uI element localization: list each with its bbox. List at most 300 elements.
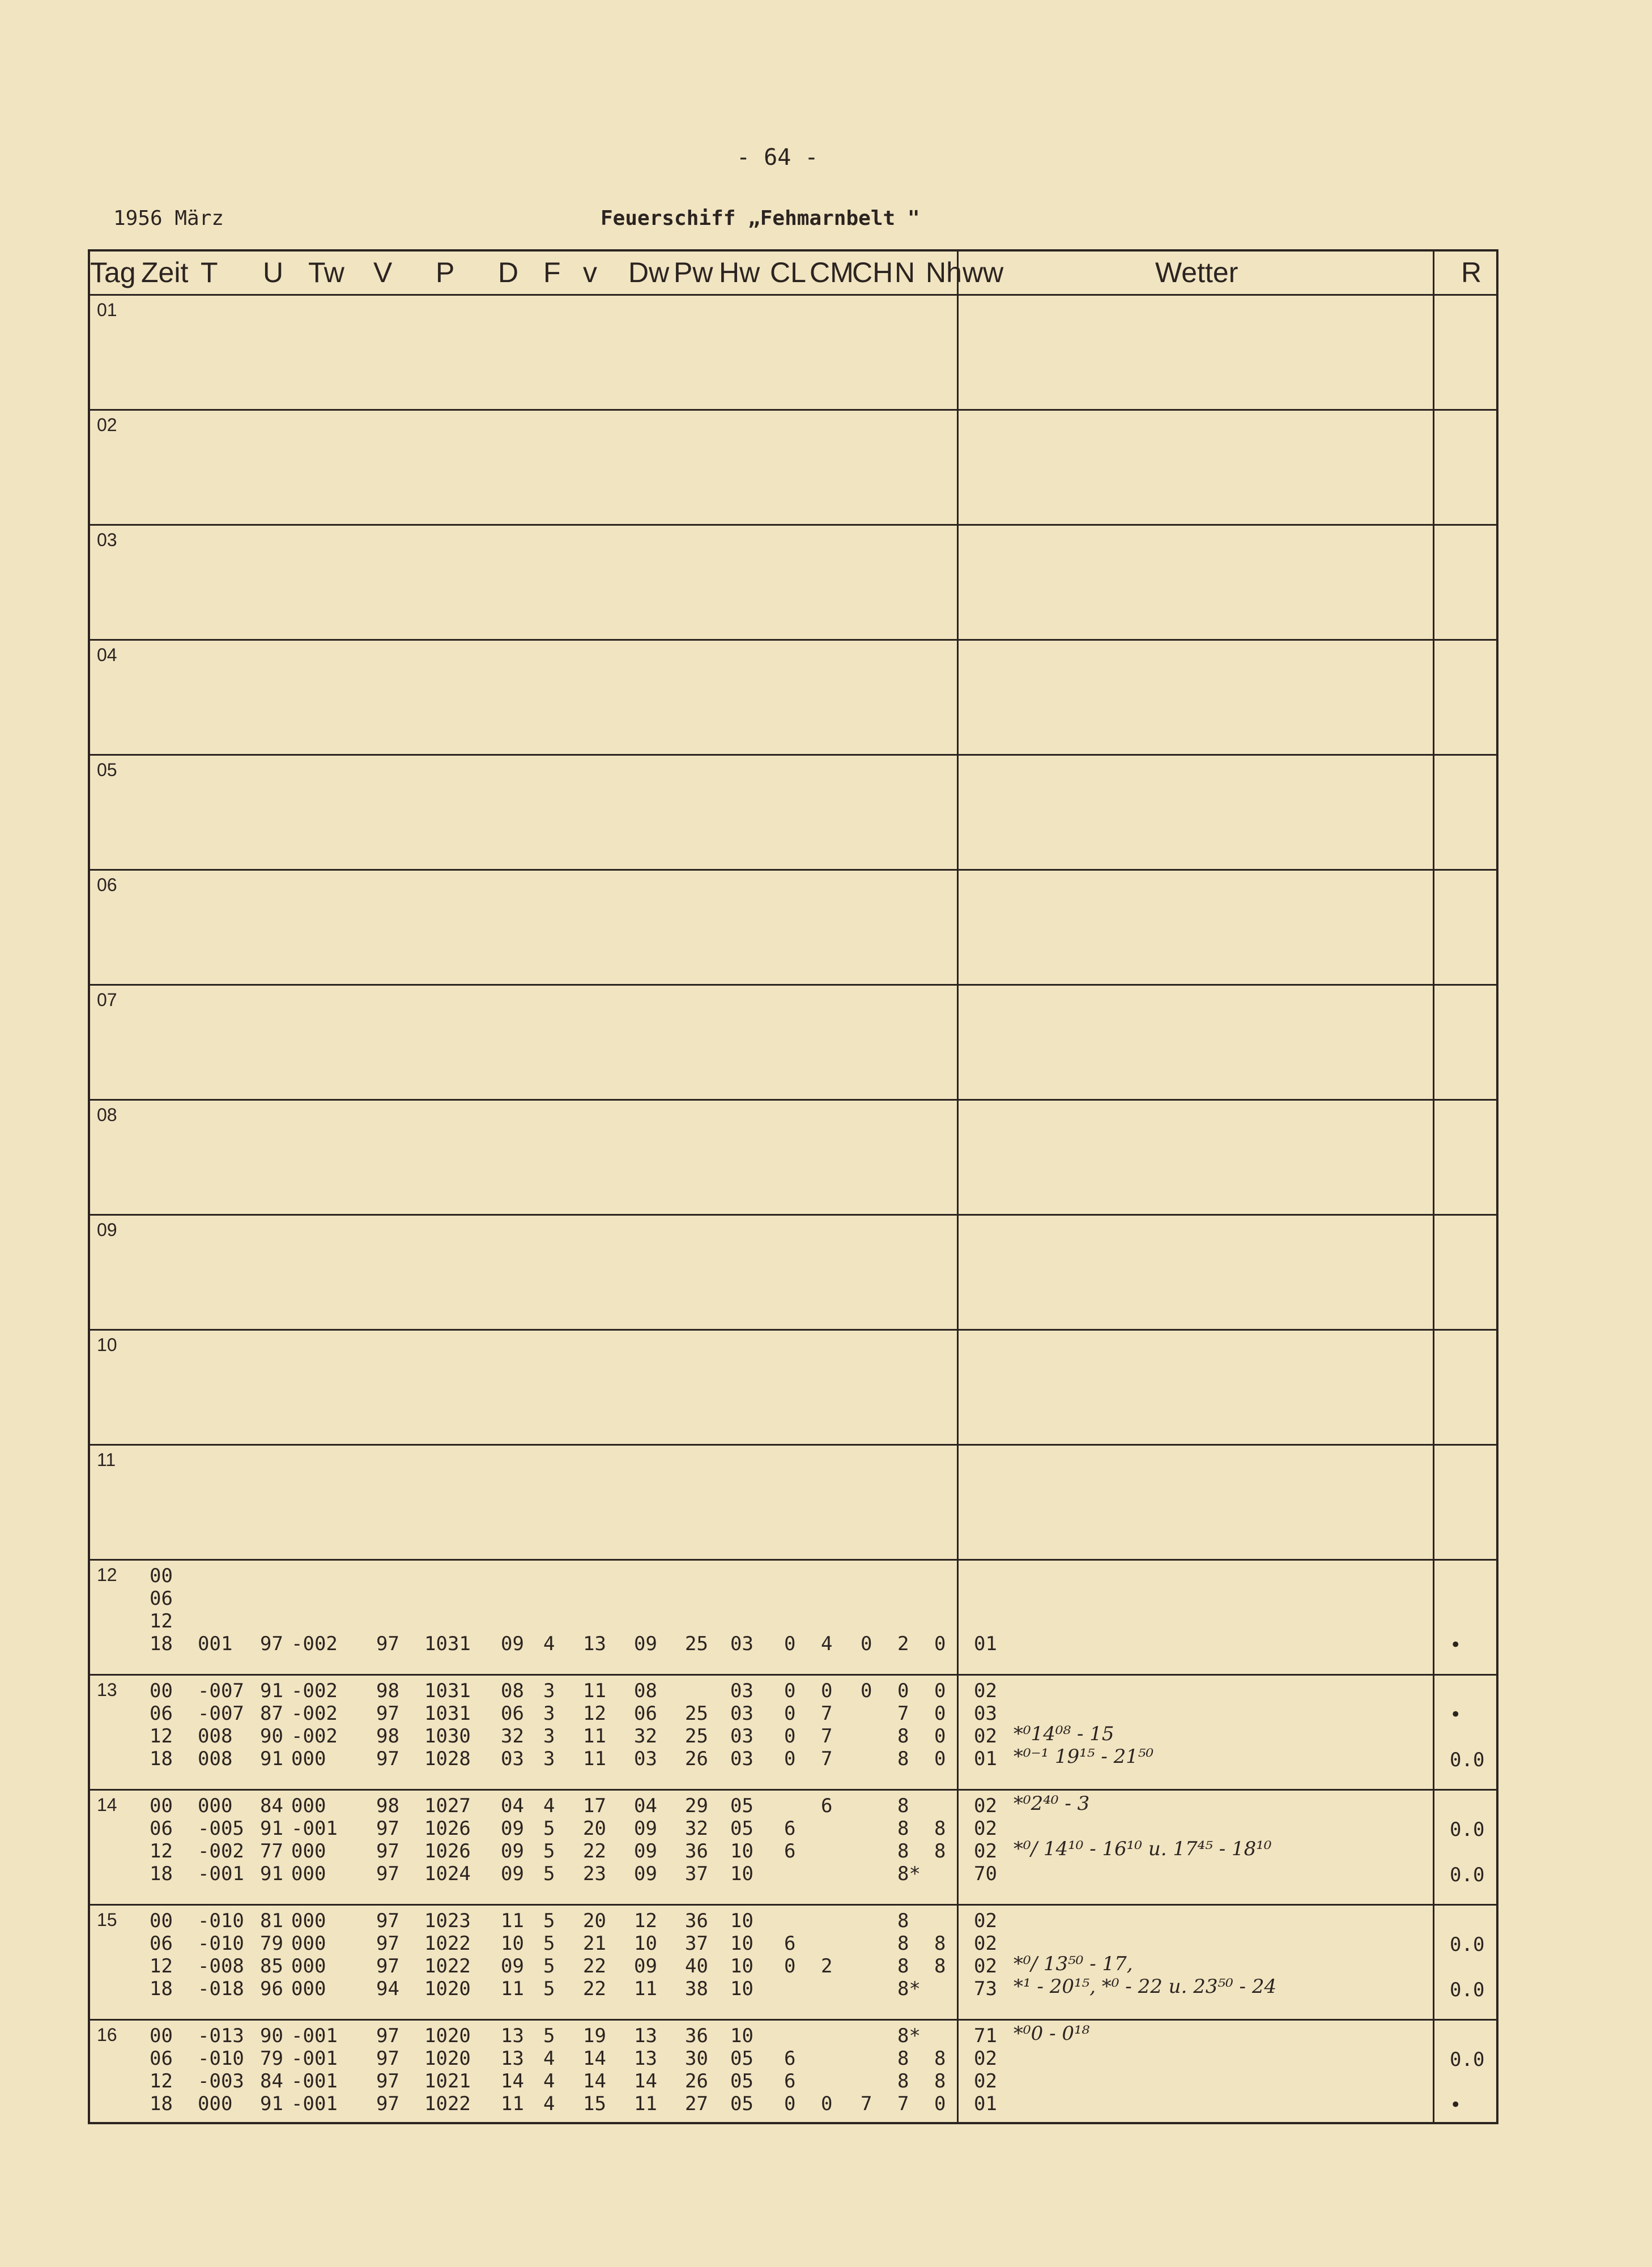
cell-zeit: 00 [150, 2025, 173, 2047]
cell-d: 09 [501, 1817, 524, 1840]
cell-u: 97 [260, 1633, 283, 1655]
cell-p: 1028 [424, 1748, 471, 1770]
cell-v: 97 [376, 1910, 399, 1932]
header-title: Feuerschiff „Fehmarnbelt " [601, 207, 920, 230]
cell-tw: -001 [291, 2025, 338, 2047]
cell-u: 85 [260, 1955, 283, 1978]
cell-pw: 26 [685, 2070, 708, 2093]
cell-nh: 8 [934, 1817, 946, 1840]
cell-u: 84 [260, 1795, 283, 1817]
wetter-note: *⁰2⁴⁰ - 3 [1014, 1792, 1090, 1815]
cell-tw: -001 [291, 2047, 338, 2070]
cell-v: 14 [583, 2070, 606, 2093]
cell-f: 5 [543, 1910, 555, 1932]
cell-pw: 36 [685, 2025, 708, 2047]
cell-v: 97 [376, 1863, 399, 1885]
wetter-note: *⁰/ 14¹⁰ - 16¹⁰ u. 17⁴⁵ - 18¹⁰ [1014, 1838, 1272, 1860]
column-header: T [201, 257, 218, 288]
observation-row [90, 1840, 997, 1863]
r-value: 0.0 [1450, 1749, 1485, 1771]
cell-zeit: 06 [150, 2047, 173, 2070]
cell-pw: 40 [685, 1955, 708, 1978]
cell-tw: 000 [291, 1795, 326, 1817]
column-header: Tag [90, 257, 136, 288]
column-header: CL [770, 257, 806, 288]
cell-tw: 000 [291, 1863, 326, 1885]
cell-v: 20 [583, 1910, 606, 1932]
cell-f: 3 [543, 1725, 555, 1748]
cell-ww: 02 [974, 1840, 997, 1863]
cell-ch: 0 [861, 1633, 872, 1655]
cell-p: 1022 [424, 2093, 471, 2115]
observation-row [90, 1610, 957, 1633]
cell-dw: 09 [634, 1863, 657, 1885]
column-header: CH [852, 257, 893, 288]
cell-dw: 11 [634, 1978, 657, 2000]
cell-n: 8 [897, 1725, 909, 1748]
column-header: Zeit [141, 257, 189, 288]
observation-row [90, 2093, 997, 2115]
day-label: 15 [97, 1910, 117, 1930]
cell-t: -008 [198, 1955, 244, 1978]
cell-d: 03 [501, 1748, 524, 1770]
day-label: 10 [97, 1335, 117, 1355]
cell-ww: 70 [974, 1863, 997, 1885]
cell-ww: 01 [974, 1633, 997, 1655]
ww-column-divider [957, 252, 959, 2122]
day-label: 16 [97, 2025, 117, 2045]
cell-dw: 08 [634, 1680, 657, 1702]
cell-pw: 29 [685, 1795, 708, 1817]
cell-hw: 05 [730, 2047, 753, 2070]
cell-nh: 0 [934, 1702, 946, 1725]
observation-row [90, 2070, 997, 2093]
cell-v: 98 [376, 1725, 399, 1748]
cell-v: 11 [583, 1748, 606, 1770]
column-header: Wetter [1155, 257, 1238, 288]
cell-ww: 73 [974, 1978, 997, 2000]
cell-zeit: 12 [150, 1840, 173, 1863]
cell-zeit: 12 [150, 1610, 173, 1633]
cell-v: 15 [583, 2093, 606, 2115]
wetter-note: *⁰/ 13⁵⁰ - 17, [1014, 1953, 1133, 1975]
cell-p: 1020 [424, 1978, 471, 2000]
cell-v: 97 [376, 2047, 399, 2070]
day-divider [90, 1444, 1496, 1446]
cell-t: -007 [198, 1702, 244, 1725]
observation-row [90, 1680, 997, 1702]
cell-pw: 25 [685, 1725, 708, 1748]
cell-n: 8 [897, 2047, 909, 2070]
cell-v: 17 [583, 1795, 606, 1817]
cell-dw: 32 [634, 1725, 657, 1748]
cell-u: 77 [260, 1840, 283, 1863]
cell-t: -002 [198, 1840, 244, 1863]
cell-zeit: 06 [150, 1817, 173, 1840]
cell-ww: 02 [974, 2047, 997, 2070]
cell-f: 4 [543, 2047, 555, 2070]
cell-nh: 8 [934, 2070, 946, 2093]
cell-zeit: 00 [150, 1795, 173, 1817]
cell-n: 8 [897, 1932, 909, 1955]
cell-p: 1020 [424, 2025, 471, 2047]
cell-p: 1031 [424, 1633, 471, 1655]
day-label: 07 [97, 990, 117, 1010]
cell-n: 2 [897, 1633, 909, 1655]
cell-hw: 03 [730, 1680, 753, 1702]
day-label: 14 [97, 1795, 117, 1815]
cell-tw: 000 [291, 1840, 326, 1863]
cell-cl: 0 [784, 2093, 796, 2115]
cell-t: -013 [198, 2025, 244, 2047]
cell-tw: -002 [291, 1725, 338, 1748]
cell-ch: 0 [861, 1680, 872, 1702]
cell-dw: 14 [634, 2070, 657, 2093]
day-divider [90, 1789, 1496, 1791]
cell-hw: 10 [730, 2025, 753, 2047]
cell-f: 3 [543, 1748, 555, 1770]
cell-cl: 0 [784, 1633, 796, 1655]
cell-n: 8* [897, 2025, 921, 2047]
cell-cl: 6 [784, 1932, 796, 1955]
cell-dw: 10 [634, 1932, 657, 1955]
cell-f: 4 [543, 2093, 555, 2115]
cell-p: 1027 [424, 1795, 471, 1817]
cell-f: 5 [543, 1978, 555, 2000]
cell-v: 97 [376, 2093, 399, 2115]
cell-n: 7 [897, 1702, 909, 1725]
cell-t: -007 [198, 1680, 244, 1702]
day-label: 13 [97, 1680, 117, 1700]
cell-cl: 0 [784, 1702, 796, 1725]
cell-t: 000 [198, 1795, 233, 1817]
cell-d: 14 [501, 2070, 524, 2093]
cell-cl: 6 [784, 2047, 796, 2070]
cell-pw: 27 [685, 2093, 708, 2115]
cell-v: 13 [583, 1633, 606, 1655]
cell-u: 84 [260, 2070, 283, 2093]
cell-dw: 12 [634, 1910, 657, 1932]
cell-hw: 10 [730, 1978, 753, 2000]
cell-zeit: 18 [150, 1633, 173, 1655]
cell-u: 91 [260, 1680, 283, 1702]
cell-pw: 37 [685, 1863, 708, 1885]
cell-zeit: 00 [150, 1910, 173, 1932]
cell-t: -010 [198, 2047, 244, 2070]
cell-dw: 04 [634, 1795, 657, 1817]
cell-ww: 02 [974, 1725, 997, 1748]
observation-row [90, 2047, 997, 2070]
cell-ww: 02 [974, 1955, 997, 1978]
cell-nh: 0 [934, 1725, 946, 1748]
observation-row [90, 1702, 997, 1725]
cell-dw: 13 [634, 2025, 657, 2047]
day-divider [90, 1099, 1496, 1101]
cell-n: 8 [897, 1817, 909, 1840]
cell-t: -001 [198, 1863, 244, 1885]
cell-d: 13 [501, 2025, 524, 2047]
cell-d: 09 [501, 1633, 524, 1655]
column-header: V [373, 257, 393, 288]
cell-hw: 03 [730, 1748, 753, 1770]
wetter-note: *⁰0 - 0¹⁸ [1014, 2022, 1090, 2045]
cell-nh: 8 [934, 2047, 946, 2070]
column-header: ww [963, 257, 1004, 288]
column-header: CM [810, 257, 854, 288]
day-label: 04 [97, 645, 117, 665]
cell-t: -018 [198, 1978, 244, 2000]
page-number: - 64 - [736, 144, 819, 171]
day-divider [90, 524, 1496, 526]
cell-cm: 6 [821, 1795, 833, 1817]
cell-t: 000 [198, 2093, 233, 2115]
cell-d: 09 [501, 1863, 524, 1885]
cell-v: 98 [376, 1680, 399, 1702]
cell-u: 90 [260, 2025, 283, 2047]
cell-zeit: 18 [150, 2093, 173, 2115]
cell-u: 79 [260, 2047, 283, 2070]
cell-hw: 10 [730, 1910, 753, 1932]
cell-v: 97 [376, 1955, 399, 1978]
cell-t: 008 [198, 1725, 233, 1748]
cell-f: 3 [543, 1702, 555, 1725]
cell-f: 5 [543, 1955, 555, 1978]
cell-v: 22 [583, 1978, 606, 2000]
cell-hw: 10 [730, 1840, 753, 1863]
cell-v: 19 [583, 2025, 606, 2047]
column-header: N [895, 257, 916, 288]
cell-nh: 8 [934, 1932, 946, 1955]
observation-row [90, 1587, 957, 1610]
cell-t: 001 [198, 1633, 233, 1655]
cell-f: 5 [543, 1840, 555, 1863]
cell-dw: 13 [634, 2047, 657, 2070]
cell-cm: 0 [821, 1680, 833, 1702]
cell-v: 97 [376, 2025, 399, 2047]
observation-row [90, 1565, 957, 1587]
cell-hw: 03 [730, 1725, 753, 1748]
cell-ww: 02 [974, 1932, 997, 1955]
column-header: Pw [674, 257, 713, 288]
cell-d: 08 [501, 1680, 524, 1702]
observation-row [90, 1910, 997, 1932]
cell-p: 1020 [424, 2047, 471, 2070]
cell-dw: 09 [634, 1840, 657, 1863]
cell-nh: 0 [934, 2093, 946, 2115]
cell-d: 04 [501, 1795, 524, 1817]
cell-cl: 0 [784, 1955, 796, 1978]
day-divider [90, 1214, 1496, 1216]
cell-p: 1031 [424, 1680, 471, 1702]
cell-ww: 02 [974, 2070, 997, 2093]
cell-f: 5 [543, 1932, 555, 1955]
cell-t: -010 [198, 1910, 244, 1932]
wetter-note: *⁰⁻¹ 19¹⁵ - 21⁵⁰ [1014, 1745, 1154, 1768]
cell-ww: 01 [974, 2093, 997, 2115]
cell-t: -010 [198, 1932, 244, 1955]
observation-row [90, 1725, 997, 1748]
cell-t: -005 [198, 1817, 244, 1840]
cell-pw: 38 [685, 1978, 708, 2000]
r-value: • [1450, 1634, 1462, 1656]
cell-d: 06 [501, 1702, 524, 1725]
observation-row [90, 1978, 997, 2000]
cell-v: 94 [376, 1978, 399, 2000]
column-header: Nh [926, 257, 962, 288]
cell-zeit: 18 [150, 1863, 173, 1885]
cell-u: 91 [260, 1817, 283, 1840]
cell-p: 1023 [424, 1910, 471, 1932]
cell-ww: 71 [974, 2025, 997, 2047]
cell-zeit: 12 [150, 1955, 173, 1978]
cell-d: 11 [501, 1978, 524, 2000]
observation-row [90, 1817, 997, 1840]
r-value: 0.0 [1450, 1933, 1485, 1956]
day-divider [90, 869, 1496, 871]
cell-dw: 09 [634, 1817, 657, 1840]
cell-cm: 7 [821, 1748, 833, 1770]
cell-n: 8 [897, 1910, 909, 1932]
day-divider [90, 754, 1496, 756]
cell-zeit: 06 [150, 1932, 173, 1955]
cell-pw: 36 [685, 1840, 708, 1863]
cell-u: 79 [260, 1932, 283, 1955]
cell-u: 91 [260, 2093, 283, 2115]
cell-v: 14 [583, 2047, 606, 2070]
cell-hw: 05 [730, 1795, 753, 1817]
column-header: Dw [628, 257, 670, 288]
cell-cm: 0 [821, 2093, 833, 2115]
day-divider [90, 1329, 1496, 1331]
day-label: 06 [97, 875, 117, 895]
cell-n: 8 [897, 1955, 909, 1978]
cell-d: 09 [501, 1955, 524, 1978]
cell-zeit: 00 [150, 1680, 173, 1702]
cell-u: 91 [260, 1863, 283, 1885]
cell-dw: 11 [634, 2093, 657, 2115]
cell-v: 97 [376, 2070, 399, 2093]
cell-tw: 000 [291, 1910, 326, 1932]
observation-row [90, 1955, 997, 1978]
day-label: 03 [97, 530, 117, 550]
cell-nh: 8 [934, 1955, 946, 1978]
day-label: 11 [97, 1450, 116, 1470]
cell-pw: 26 [685, 1748, 708, 1770]
cell-zeit: 12 [150, 1725, 173, 1748]
cell-v: 97 [376, 1748, 399, 1770]
cell-pw: 25 [685, 1702, 708, 1725]
cell-cl: 0 [784, 1680, 796, 1702]
cell-cm: 4 [821, 1633, 833, 1655]
observation-row [90, 1795, 997, 1817]
column-header: Hw [719, 257, 760, 288]
cell-nh: 8 [934, 1840, 946, 1863]
cell-dw: 03 [634, 1748, 657, 1770]
cell-p: 1022 [424, 1932, 471, 1955]
cell-u: 96 [260, 1978, 283, 2000]
cell-p: 1030 [424, 1725, 471, 1748]
cell-f: 4 [543, 1795, 555, 1817]
cell-v: 12 [583, 1702, 606, 1725]
observation-row [90, 2025, 997, 2047]
cell-hw: 10 [730, 1932, 753, 1955]
wetter-note: *⁰14⁰⁸ - 15 [1014, 1723, 1114, 1745]
cell-cl: 6 [784, 1840, 796, 1863]
cell-p: 1021 [424, 2070, 471, 2093]
cell-n: 7 [897, 2093, 909, 2115]
day-label: 02 [97, 415, 117, 435]
r-value: • [1450, 2094, 1462, 2116]
cell-dw: 09 [634, 1955, 657, 1978]
cell-f: 5 [543, 1817, 555, 1840]
cell-f: 4 [543, 1633, 555, 1655]
cell-pw: 30 [685, 2047, 708, 2070]
cell-pw: 37 [685, 1932, 708, 1955]
cell-d: 13 [501, 2047, 524, 2070]
cell-v: 11 [583, 1680, 606, 1702]
cell-tw: 000 [291, 1932, 326, 1955]
cell-p: 1022 [424, 1955, 471, 1978]
cell-pw: 32 [685, 1817, 708, 1840]
cell-cm: 7 [821, 1725, 833, 1748]
cell-hw: 10 [730, 1863, 753, 1885]
day-label: 01 [97, 300, 117, 320]
cell-v: 23 [583, 1863, 606, 1885]
column-header: U [263, 257, 284, 288]
observation-row [90, 1633, 997, 1655]
cell-n: 8 [897, 1840, 909, 1863]
cell-nh: 0 [934, 1748, 946, 1770]
cell-v: 11 [583, 1725, 606, 1748]
r-value: 0.0 [1450, 2048, 1485, 2071]
cell-d: 11 [501, 1910, 524, 1932]
cell-hw: 05 [730, 2070, 753, 2093]
column-header: D [498, 257, 519, 288]
cell-hw: 10 [730, 1955, 753, 1978]
cell-tw: -001 [291, 2070, 338, 2093]
wetter-note: *¹ - 20¹⁵, *⁰ - 22 u. 23⁵⁰ - 24 [1014, 1975, 1277, 1998]
cell-u: 81 [260, 1910, 283, 1932]
column-header-row [90, 252, 1496, 296]
cell-pw: 25 [685, 1633, 708, 1655]
cell-ww: 02 [974, 1680, 997, 1702]
column-header: P [436, 257, 455, 288]
cell-cl: 0 [784, 1748, 796, 1770]
day-label: 05 [97, 760, 117, 780]
cell-ww: 03 [974, 1702, 997, 1725]
day-divider [90, 984, 1496, 986]
cell-d: 11 [501, 2093, 524, 2115]
cell-v: 97 [376, 1817, 399, 1840]
day-label: 09 [97, 1220, 117, 1240]
day-label: 08 [97, 1105, 117, 1125]
cell-t: 008 [198, 1748, 233, 1770]
cell-p: 1026 [424, 1817, 471, 1840]
cell-d: 09 [501, 1840, 524, 1863]
cell-hw: 05 [730, 2093, 753, 2115]
day-label: 12 [97, 1565, 117, 1585]
cell-tw: 000 [291, 1955, 326, 1978]
cell-v: 97 [376, 1633, 399, 1655]
cell-tw: -001 [291, 2093, 338, 2115]
cell-d: 10 [501, 1932, 524, 1955]
cell-tw: -002 [291, 1680, 338, 1702]
cell-n: 8 [897, 1748, 909, 1770]
cell-cl: 0 [784, 1725, 796, 1748]
cell-n: 8* [897, 1978, 921, 2000]
cell-nh: 0 [934, 1680, 946, 1702]
r-value: 0.0 [1450, 1818, 1485, 1841]
